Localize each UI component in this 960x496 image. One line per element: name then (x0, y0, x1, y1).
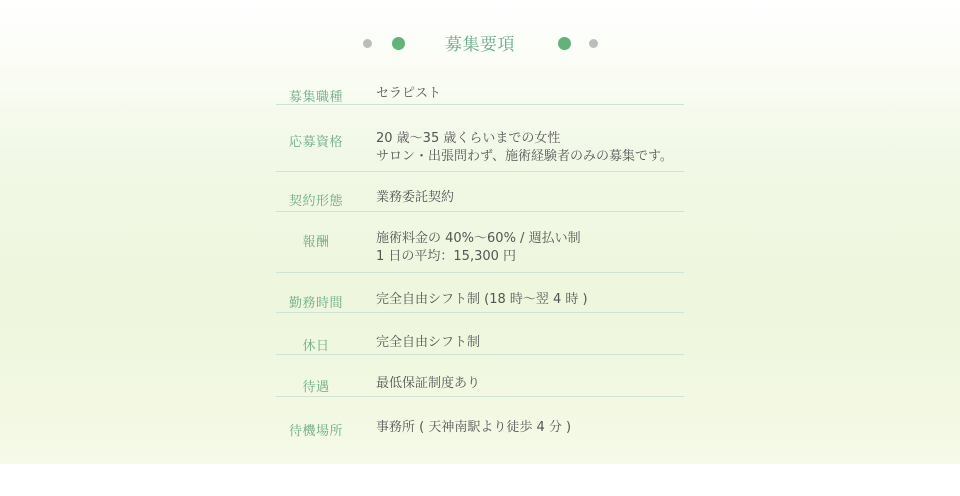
row-label: 待機場所 (288, 424, 343, 439)
row-label: 応募資格 (288, 135, 343, 150)
row-label: 待遇 (302, 380, 330, 395)
section-header (0, 28, 960, 58)
row-value (376, 419, 716, 437)
requirements-table (276, 78, 684, 447)
row-value-line: 20 歳〜35 歳くらいまでの女性 (376, 131, 561, 146)
row-label: 休日 (302, 339, 330, 354)
row-value (376, 130, 716, 166)
table-row (276, 212, 684, 273)
row-value-line: 施術料金の 40%〜60% / 週払い制 (376, 231, 581, 246)
table-row (276, 105, 684, 172)
row-value (376, 334, 716, 352)
row-label: 契約形態 (288, 194, 343, 209)
row-value-line: 完全自由シフト制 (18 時〜翌 4 時 ) (376, 292, 588, 307)
table-row (276, 172, 684, 212)
table-row (276, 78, 684, 105)
row-value-line: セラピスト (376, 86, 442, 101)
row-value-line: 事務所 ( 天神南駅より徒歩 4 分 ) (376, 420, 572, 435)
row-value (376, 291, 716, 309)
decorative-dot-icon (363, 39, 372, 48)
table-row (276, 355, 684, 397)
row-value-line: 1 日の平均：15,300 円 (376, 249, 517, 264)
row-label: 勤務時間 (288, 296, 343, 311)
row-value-line: 完全自由シフト制 (376, 335, 481, 350)
decorative-dot-icon (589, 39, 598, 48)
decorative-dot-icon (558, 37, 571, 50)
table-row (276, 273, 684, 313)
row-value (376, 230, 716, 266)
row-label: 報酬 (302, 235, 330, 250)
decorative-dot-icon (392, 37, 405, 50)
row-label: 募集職種 (288, 90, 343, 105)
row-value (376, 85, 716, 103)
table-row (276, 313, 684, 355)
row-value-line: サロン・出張問わず、施術経験者のみの募集です。 (376, 149, 673, 164)
section-title: 募集要項 (445, 35, 515, 55)
row-value-line: 業務委託契約 (376, 190, 455, 205)
row-value-line: 最低保証制度あり (376, 376, 481, 391)
row-value (376, 189, 716, 207)
table-row (276, 397, 684, 447)
row-value (376, 375, 716, 393)
